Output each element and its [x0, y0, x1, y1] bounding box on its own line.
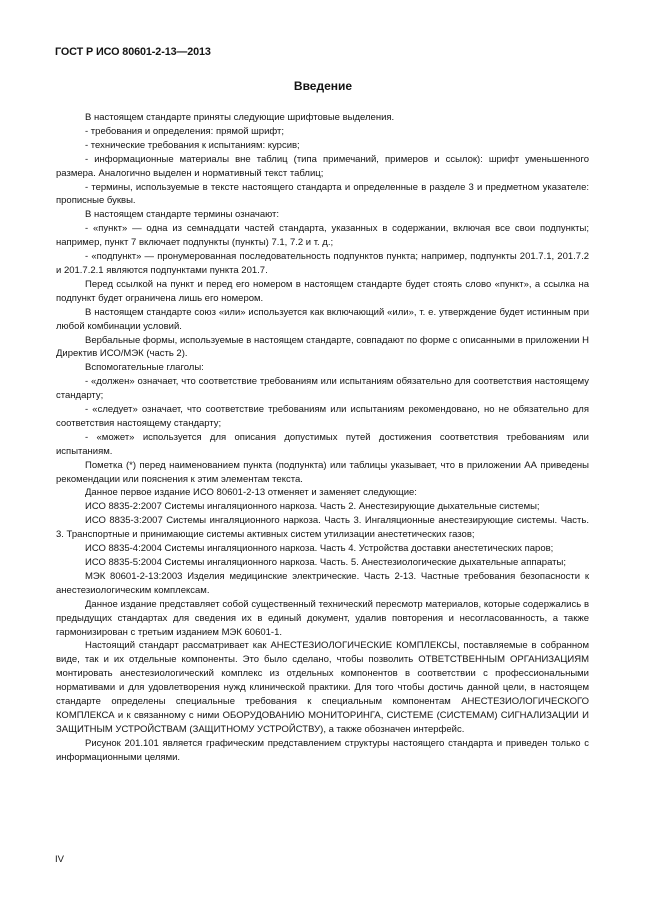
- paragraph: - «пункт» — одна из семнадцати частей стандарта, указанных в содержании, включая все свои подпункты; например, пункт 7 включает подпункты (пункты) 7.1, 7.2 и т. д.;: [56, 223, 589, 249]
- paragraph: - «подпункт» — пронумерованная последовательность подпунктов пункта; например, подпункты 201.7.1, 201.7.2 и 201.7.2.1 являются подпунктами пункта 201.7.: [56, 251, 589, 276]
- paragraph: В настоящем стандарте приняты следующие шрифтовые выделения.: [85, 112, 395, 123]
- paragraph: В настоящем стандарте термины означают:: [85, 209, 280, 221]
- paragraph: - «должен» означает, что соответствие требованиям или испытаниям обязательно для соответствия настоящему стандарту;: [56, 376, 589, 402]
- paragraph: ИСО 8835-5:2004 Системы ингаляционного наркоза. Часть. 5. Анестезиологические дыхательные аппараты;: [85, 557, 566, 568]
- paragraph: Данное первое издание ИСО 80601-2-13 отменяет и заменяет следующие:: [85, 487, 417, 499]
- paragraph: Вспомогательные глаголы:: [85, 362, 204, 374]
- paragraph: МЭК 80601-2-13:2003 Изделия медицинские электрические. Часть 2-13. Частные требования безопасности к анестезиологическим комплексам.: [56, 570, 589, 596]
- paragraph: Рисунок 201.101 является графическим представлением структуры настоящего стандарта и приведен только с информационными целями.: [56, 737, 589, 763]
- paragraph: ИСО 8835-2:2007 Системы ингаляционного наркоза. Часть 2. Анестезирующие дыхательные системы;: [85, 501, 540, 513]
- paragraph: ИСО 8835-3:2007 Системы ингаляционного наркоза. Часть 3. Ингаляционные анестезирующие системы. Часть. 3. Транспортные и принимающие системы активных систем утилизации анестетических газов;: [56, 515, 589, 541]
- paragraph: - требования и определения: прямой шрифт;: [85, 125, 284, 137]
- paragraph: - «может» используется для описания допустимых путей достижения соответствия требованиям или испытаниям.: [56, 431, 589, 457]
- paragraph: Настоящий стандарт рассматривает как АНЕСТЕЗИОЛОГИЧЕСКИЕ КОМПЛЕКСЫ, поставляемые в собранном виде, так и их отдельные компоненты. Это было сделано, чтобы позволить ОТВЕТСТВЕННЫМ ОРГАНИЗАЦИЯМ монтировать анестезиологический комплекс из отдельных компонентов в соответствии с профессиональными нормативами и для удовлетворения нужд клинической практики. Для того чтобы достичь данной цели, в настоящем стандарте определены специальные требования к специальным компонентам АНЕСТЕЗИОЛОГИЧЕСКОГО КОМПЛЕКСА и к связанному с ними ОБОРУДОВАНИЮ МОНИТОРИНГА, СИСТЕМЕ (СИСТЕМАМ) СИГНАЛИЗАЦИИ И ЗАЩИТНЫМ УСТРОЙСТВАМ (ЗАЩИТНОМУ УСТРОЙСТВУ), а также обозначен интерфейс.: [56, 640, 589, 735]
- paragraph: Данное издание представляет собой существенный технический пересмотр материалов, которые содержались в предыдущих стандартах для сведения их в единый документ, удалив повторения и несогласованность, а также гармонизирован с третьим изданием МЭК 60601-1.: [56, 598, 589, 638]
- paragraph: Пометка (*) перед наименованием пункта (подпункта) или таблицы указывает, что в приложении АА приведены рекомендации или пояснения к этим элементам текста.: [56, 459, 589, 485]
- document-body: [56, 111, 589, 765]
- paragraph: В настоящем стандарте союз «или» используется как включающий «или», т. е. утверждение будет истинным при любой комбинации условий.: [56, 306, 589, 332]
- paragraph: ИСО 8835-4:2004 Системы ингаляционного наркоза. Часть 4. Устройства доставки анестетических паров;: [85, 543, 554, 555]
- paragraph: - информационные материалы вне таблиц (типа примечаний, примеров и ссылок): шрифт уменьшенного размера. Аналогично выделен и нормативный текст таблиц;: [56, 153, 589, 179]
- paragraph: Перед ссылкой на пункт и перед его номером в настоящем стандарте будет стоять слово «пункт», а ссылка на подпункт будет ограничена лишь его номером.: [56, 278, 589, 304]
- page-number: IV: [55, 854, 64, 865]
- document-header: ГОСТ Р ИСО 80601-2-13—2013: [55, 46, 211, 58]
- paragraph: - технические требования к испытаниям: курсив;: [85, 139, 300, 151]
- paragraph: Вербальные формы, используемые в настоящем стандарте, совпадают по форме с описанными в приложении Н Директив ИСО/МЭК (часть 2).: [56, 334, 589, 360]
- section-title: Введение: [293, 79, 353, 93]
- paragraph: - «следует» означает, что соответствие требованиям или испытаниям рекомендовано, но не обязательно для соответствия настоящему стандарту;: [56, 404, 589, 429]
- paragraph: - термины, используемые в тексте настоящего стандарта и определенные в разделе 3 и предметном указателе: прописные буквы.: [56, 181, 589, 207]
